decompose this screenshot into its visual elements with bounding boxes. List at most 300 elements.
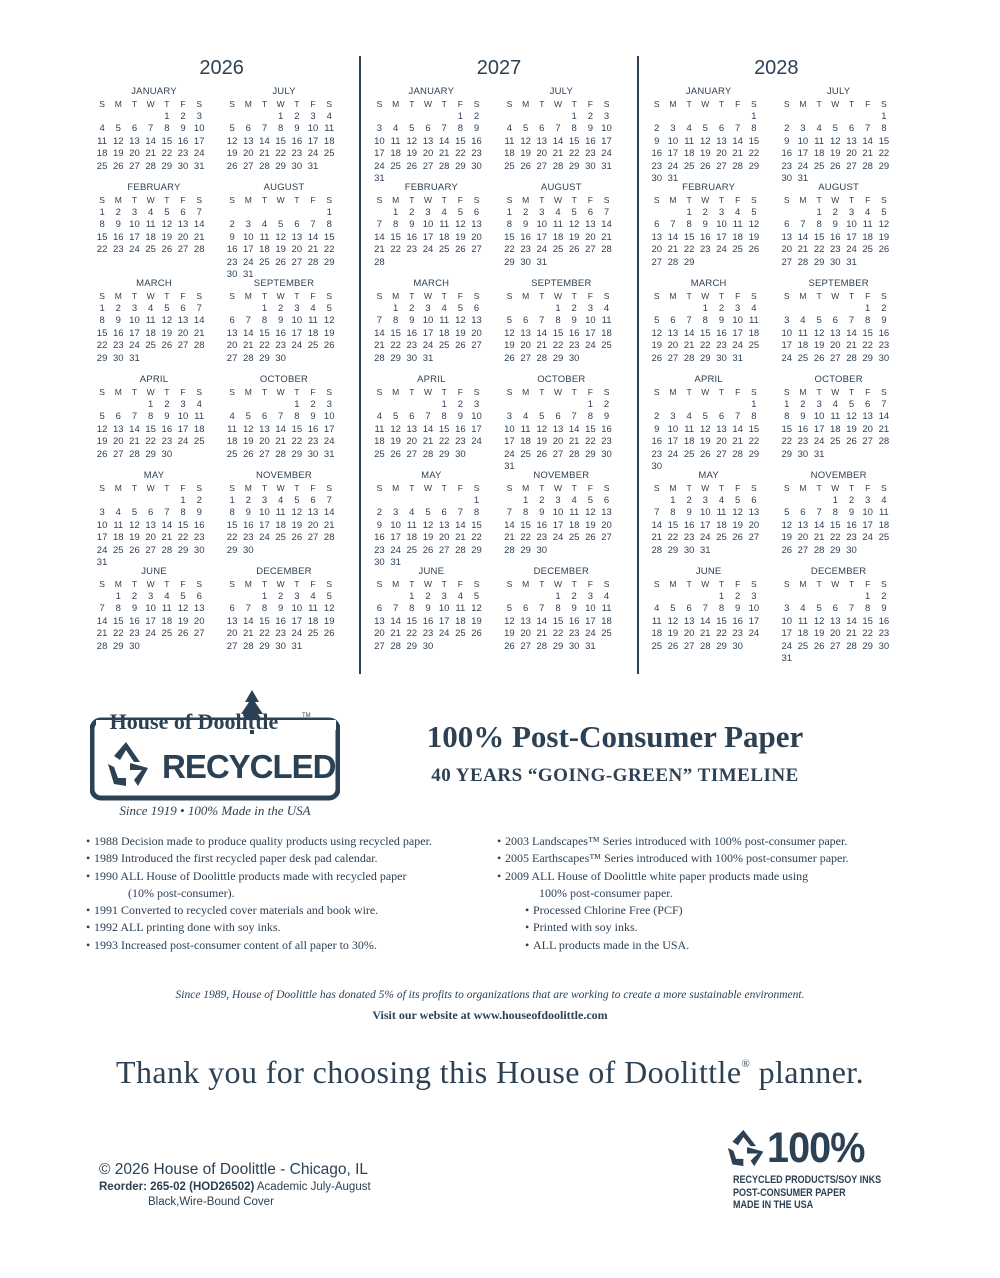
timeline-item xyxy=(497,850,849,867)
day-number: 6 xyxy=(376,603,383,614)
day-number: 7 xyxy=(865,123,871,134)
day-number: 24 xyxy=(259,532,270,543)
day-number: 25 xyxy=(830,436,841,447)
day-number: 16 xyxy=(878,327,890,339)
registered-mark: ® xyxy=(741,1058,751,1070)
day-number: 11 xyxy=(504,135,515,147)
day-number: 11 xyxy=(406,519,417,531)
day-number: 4 xyxy=(441,302,447,314)
day-number: 26 xyxy=(323,340,335,351)
day-number: 7 xyxy=(571,411,577,422)
day-number: 5 xyxy=(654,315,660,326)
day-number: 15 xyxy=(275,135,286,147)
weekday-header: T xyxy=(164,483,170,493)
day-number: 27 xyxy=(830,352,841,364)
timeline-text: ALL products made in the USA. xyxy=(533,937,690,952)
month-name: OCTOBER xyxy=(537,374,586,385)
day-number: 22 xyxy=(862,340,873,351)
day-number: 7 xyxy=(441,123,447,134)
weekday-header: S xyxy=(99,387,105,397)
day-number: 16 xyxy=(568,327,580,339)
day-number: 25 xyxy=(683,160,695,172)
empty-cell xyxy=(534,111,550,124)
timeline-item xyxy=(497,937,849,954)
day-number: 2 xyxy=(702,206,708,218)
day-number: 30 xyxy=(601,448,612,460)
day-number: 9 xyxy=(800,411,806,422)
empty-cell xyxy=(827,591,843,604)
day-number: 18 xyxy=(504,148,515,159)
day-number: 13 xyxy=(406,423,418,435)
day-number: 24 xyxy=(732,340,743,351)
weekday-header: T xyxy=(686,291,692,301)
day-number: 18 xyxy=(601,615,612,627)
day-number: 18 xyxy=(797,628,809,639)
day-number: 25 xyxy=(732,244,743,255)
weekday-header: T xyxy=(686,483,692,493)
day-number: 7 xyxy=(376,315,383,326)
day-number: 18 xyxy=(455,615,466,627)
day-number: 25 xyxy=(323,148,335,159)
day-number: 31 xyxy=(504,461,515,472)
day-number: 18 xyxy=(830,423,841,435)
weekday-header: W xyxy=(553,483,562,493)
weekday-header: M xyxy=(799,483,807,493)
day-number: 29 xyxy=(862,640,873,652)
day-number: 11 xyxy=(374,423,385,435)
day-number: 3 xyxy=(506,411,513,422)
day-number: 4 xyxy=(310,590,316,602)
day-number: 20 xyxy=(830,340,841,351)
day-number: 1 xyxy=(392,302,399,314)
day-number: 4 xyxy=(555,206,561,218)
day-number: 20 xyxy=(520,340,531,351)
day-number: 28 xyxy=(536,640,548,652)
day-number: 26 xyxy=(96,448,108,460)
day-number: 3 xyxy=(816,398,822,410)
day-number: 11 xyxy=(830,411,841,422)
day-number: 18 xyxy=(601,327,612,339)
day-number: 13 xyxy=(748,507,760,518)
weekday-header: F xyxy=(310,579,316,589)
day-number: 1 xyxy=(865,302,871,314)
day-number: 27 xyxy=(683,640,695,652)
bullet: • xyxy=(86,903,91,918)
day-number: 24 xyxy=(781,352,793,364)
day-number: 6 xyxy=(555,411,561,422)
day-number: 5 xyxy=(506,603,513,614)
day-number: 15 xyxy=(748,135,760,147)
empty-cell xyxy=(649,207,665,220)
day-number: 15 xyxy=(438,423,450,435)
day-number: 31 xyxy=(700,544,711,556)
day-number: 8 xyxy=(473,507,480,518)
month-november xyxy=(224,470,344,566)
day-number: 3 xyxy=(326,398,332,410)
day-number: 26 xyxy=(520,160,531,172)
day-number: 15 xyxy=(406,615,418,627)
day-number: 31 xyxy=(422,352,434,364)
day-number: 19 xyxy=(846,423,857,435)
weekday-header: F xyxy=(865,195,871,205)
website-link-text: Visit our website at www.houseofdoolittle.com xyxy=(372,1008,608,1022)
weekday-header: F xyxy=(180,579,186,589)
day-number: 17 xyxy=(422,327,434,339)
day-number: 10 xyxy=(732,315,743,326)
reorder-description: Academic July-August xyxy=(254,1181,371,1193)
day-number: 11 xyxy=(113,519,124,531)
day-number: 7 xyxy=(131,411,138,422)
day-number: 9 xyxy=(784,135,790,147)
day-number: 13 xyxy=(193,603,205,614)
empty-cell xyxy=(388,591,404,604)
day-number: 12 xyxy=(732,507,743,518)
day-number: 24 xyxy=(129,340,140,351)
month-august xyxy=(779,182,899,278)
day-number: 23 xyxy=(700,244,711,255)
month-december xyxy=(501,566,621,662)
day-number: 2 xyxy=(131,590,138,602)
day-number: 6 xyxy=(784,219,790,230)
empty-cell xyxy=(843,303,859,316)
day-number: 12 xyxy=(748,219,760,230)
day-number: 4 xyxy=(800,315,806,326)
day-number: 5 xyxy=(245,411,251,422)
day-number: 13 xyxy=(145,519,156,531)
weekday-header: F xyxy=(735,291,741,301)
weekday-header: T xyxy=(294,291,300,301)
day-number: 23 xyxy=(275,340,286,351)
day-number: 31 xyxy=(291,640,303,652)
weekday-header: M xyxy=(114,291,122,301)
weekday-header: S xyxy=(751,387,757,397)
day-number: 16 xyxy=(226,244,238,255)
day-number: 9 xyxy=(881,315,887,326)
weekday-header: S xyxy=(653,99,660,109)
day-number: 25 xyxy=(797,352,809,364)
day-number: 28 xyxy=(846,640,857,652)
empty-cell xyxy=(665,207,681,220)
day-number: 29 xyxy=(471,544,482,556)
weekday-header: T xyxy=(848,291,855,301)
day-number: 11 xyxy=(324,123,335,134)
weekday-header: S xyxy=(229,291,235,301)
day-number: 4 xyxy=(686,411,692,422)
month-name: AUGUST xyxy=(540,182,582,193)
day-number: 4 xyxy=(441,206,447,218)
day-number: 16 xyxy=(307,423,319,435)
day-number: 17 xyxy=(177,423,189,435)
day-number: 10 xyxy=(504,423,515,435)
day-number: 27 xyxy=(536,160,548,172)
day-number: 12 xyxy=(242,423,254,435)
day-number: 24 xyxy=(536,244,548,255)
day-number: 31 xyxy=(781,653,793,664)
day-number: 26 xyxy=(700,448,711,460)
weekday-header: T xyxy=(571,99,577,109)
weekday-header: W xyxy=(831,195,840,205)
day-number: 17 xyxy=(585,615,596,627)
day-number: 8 xyxy=(718,603,725,614)
day-number: 6 xyxy=(800,507,806,518)
weekday-header: F xyxy=(310,387,316,397)
day-number: 8 xyxy=(522,507,529,518)
day-number: 11 xyxy=(194,411,205,422)
day-number: 10 xyxy=(471,411,482,422)
day-number: 10 xyxy=(129,219,140,230)
empty-cell xyxy=(860,111,876,124)
weekday-header: T xyxy=(131,579,138,589)
weekday-header: F xyxy=(735,99,741,109)
weekday-header: T xyxy=(816,483,822,493)
weekday-header: M xyxy=(799,99,807,109)
weekday-header: T xyxy=(718,387,725,397)
day-number: 23 xyxy=(422,628,434,639)
day-number: 6 xyxy=(131,123,138,134)
day-number: 1 xyxy=(294,398,300,410)
weekday-header: M xyxy=(522,483,530,493)
day-number: 21 xyxy=(422,436,434,447)
day-number: 25 xyxy=(307,628,319,639)
day-number: 22 xyxy=(667,532,679,543)
day-number: 21 xyxy=(601,231,612,243)
day-number: 23 xyxy=(455,436,466,447)
day-number: 3 xyxy=(180,398,186,410)
day-number: 31 xyxy=(813,448,825,460)
day-number: 30 xyxy=(471,160,482,172)
day-number: 3 xyxy=(587,590,593,602)
month-april xyxy=(371,374,491,470)
weekday-header: M xyxy=(244,291,252,301)
day-number: 26 xyxy=(471,628,482,639)
day-number: 19 xyxy=(700,148,711,159)
day-number: 9 xyxy=(522,219,529,230)
empty-cell xyxy=(404,495,420,508)
month-february xyxy=(649,182,769,278)
weekday-header: M xyxy=(669,483,677,493)
weekday-header: W xyxy=(276,387,285,397)
day-number: 22 xyxy=(455,148,466,159)
day-number: 20 xyxy=(797,532,809,543)
day-number: 24 xyxy=(585,628,596,639)
bullet: • xyxy=(86,868,91,883)
day-number: 12 xyxy=(700,135,711,147)
timeline-item xyxy=(497,868,849,885)
empty-cell xyxy=(713,111,729,124)
day-number: 12 xyxy=(585,507,596,518)
weekday-header: T xyxy=(409,195,415,205)
empty-cell xyxy=(518,399,534,412)
day-number: 18 xyxy=(259,244,270,255)
day-number: 19 xyxy=(96,436,108,447)
day-number: 11 xyxy=(259,231,270,243)
month-january xyxy=(371,86,491,182)
day-number: 15 xyxy=(667,519,679,531)
weekday-header: S xyxy=(783,99,790,109)
day-number: 9 xyxy=(735,603,741,614)
day-number: 15 xyxy=(177,519,189,531)
day-number: 3 xyxy=(392,507,399,518)
month-name: APRIL xyxy=(139,374,169,385)
day-number: 3 xyxy=(310,110,316,122)
weekday-header: T xyxy=(261,387,268,397)
day-number: 14 xyxy=(700,615,711,627)
day-number: 30 xyxy=(275,640,286,652)
day-number: 12 xyxy=(406,135,418,147)
empty-cell xyxy=(371,495,387,508)
day-number: 10 xyxy=(667,135,679,147)
day-number: 10 xyxy=(291,603,303,614)
day-number: 24 xyxy=(797,160,809,172)
day-number: 4 xyxy=(278,494,284,506)
day-number: 29 xyxy=(830,544,841,556)
day-number: 5 xyxy=(751,206,757,218)
day-number: 17 xyxy=(438,615,450,627)
weekday-header: S xyxy=(473,291,480,301)
day-number: 1 xyxy=(148,398,154,410)
day-number: 27 xyxy=(781,256,793,268)
day-number: 21 xyxy=(374,244,385,255)
weekday-header: F xyxy=(457,99,463,109)
weekday-header: S xyxy=(99,579,105,589)
day-number: 28 xyxy=(193,244,205,255)
weekday-header: S xyxy=(653,387,660,397)
day-number: 7 xyxy=(245,315,251,326)
day-number: 28 xyxy=(601,244,612,255)
month-june xyxy=(371,566,491,662)
day-number: 27 xyxy=(716,448,727,460)
day-number: 25 xyxy=(748,340,760,351)
day-number: 28 xyxy=(732,160,743,172)
day-number: 14 xyxy=(504,519,515,531)
day-number: 17 xyxy=(291,615,303,627)
month-october xyxy=(501,374,621,470)
day-number: 25 xyxy=(455,628,466,639)
day-number: 25 xyxy=(601,628,612,639)
weekday-header: F xyxy=(310,291,316,301)
day-number: 17 xyxy=(259,519,270,531)
day-number: 4 xyxy=(326,110,332,122)
day-number: 16 xyxy=(455,423,466,435)
weekday-header: F xyxy=(180,387,186,397)
day-number: 18 xyxy=(226,436,238,447)
day-number: 13 xyxy=(177,219,189,230)
day-number: 1 xyxy=(164,110,170,122)
day-number: 14 xyxy=(667,231,679,243)
day-number: 9 xyxy=(376,519,383,531)
day-number: 15 xyxy=(226,519,238,531)
year-2027 xyxy=(359,56,636,674)
day-number: 11 xyxy=(145,219,156,230)
weekday-header: M xyxy=(799,291,807,301)
day-number: 24 xyxy=(585,340,596,351)
day-number: 1 xyxy=(115,590,121,602)
day-number: 8 xyxy=(555,603,561,614)
day-number: 18 xyxy=(145,327,156,339)
day-number: 27 xyxy=(422,160,434,172)
day-number: 16 xyxy=(732,615,743,627)
weekday-header: S xyxy=(881,291,887,301)
weekday-header: S xyxy=(196,387,203,397)
day-number: 6 xyxy=(294,219,300,230)
day-number: 22 xyxy=(390,340,401,351)
day-number: 27 xyxy=(145,544,156,556)
day-number: 12 xyxy=(667,615,679,627)
day-number: 31 xyxy=(536,256,548,268)
month-july xyxy=(779,86,899,182)
empty-cell xyxy=(501,591,517,604)
day-number: 23 xyxy=(683,532,695,543)
empty-cell xyxy=(811,495,827,508)
day-number: 31 xyxy=(390,557,401,568)
day-number: 17 xyxy=(471,423,482,435)
empty-cell xyxy=(649,399,665,412)
weekday-header: T xyxy=(718,195,725,205)
day-number: 18 xyxy=(552,231,564,243)
day-number: 3 xyxy=(425,206,431,218)
day-number: 11 xyxy=(732,219,743,230)
empty-cell xyxy=(388,495,404,508)
day-number: 4 xyxy=(164,590,170,602)
day-number: 29 xyxy=(275,160,286,172)
weekday-header: W xyxy=(701,195,710,205)
day-number: 15 xyxy=(520,519,531,531)
day-number: 5 xyxy=(539,411,545,422)
day-number: 10 xyxy=(422,219,434,230)
day-number: 26 xyxy=(536,448,548,460)
day-number: 16 xyxy=(422,615,434,627)
day-number: 27 xyxy=(552,448,564,460)
day-number: 9 xyxy=(409,315,415,326)
day-number: 16 xyxy=(585,135,596,147)
day-number: 9 xyxy=(115,315,121,326)
empty-cell xyxy=(126,111,142,124)
weekday-header: F xyxy=(457,291,463,301)
day-number: 29 xyxy=(683,256,695,268)
day-number: 29 xyxy=(552,640,564,652)
day-number: 19 xyxy=(177,615,189,627)
day-number: 15 xyxy=(552,327,564,339)
day-number: 26 xyxy=(177,628,189,639)
day-number: 15 xyxy=(112,615,124,627)
day-number: 15 xyxy=(716,615,727,627)
weekday-header: S xyxy=(376,579,383,589)
day-number: 15 xyxy=(471,519,482,531)
weekday-header: F xyxy=(587,387,593,397)
day-number: 19 xyxy=(455,231,466,243)
day-number: 19 xyxy=(242,436,254,447)
day-number: 19 xyxy=(781,532,793,543)
recycle-badge-icon xyxy=(727,1128,767,1168)
weekday-header: S xyxy=(603,291,610,301)
day-number: 16 xyxy=(406,327,418,339)
day-number: 30 xyxy=(651,461,663,472)
day-number: 2 xyxy=(571,302,577,314)
day-number: 10 xyxy=(813,411,825,422)
day-number: 21 xyxy=(797,244,809,255)
day-number: 7 xyxy=(164,507,170,518)
weekday-header: T xyxy=(539,291,545,301)
day-number: 16 xyxy=(520,231,531,243)
weekday-header: F xyxy=(865,579,871,589)
badge-line-2: POST-CONSUMER PAPER xyxy=(733,1186,846,1199)
weekday-header: S xyxy=(506,579,513,589)
day-number: 29 xyxy=(862,352,873,364)
day-number: 27 xyxy=(193,628,205,639)
month-name: DECEMBER xyxy=(810,566,867,577)
day-number: 13 xyxy=(797,519,809,531)
day-number: 13 xyxy=(291,231,303,243)
